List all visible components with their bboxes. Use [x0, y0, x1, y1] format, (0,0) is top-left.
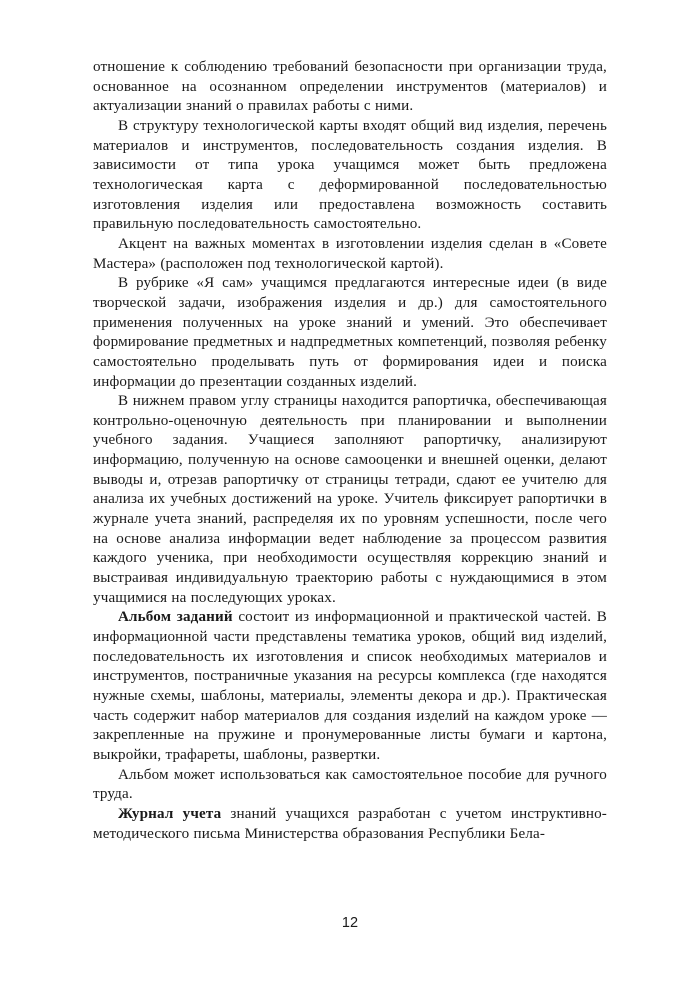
paragraph-8-body: знаний учащихся разработан с учетом инструктивно-методического письма Министерства образования Республики Бела-	[93, 805, 607, 842]
body-text-column	[93, 58, 607, 844]
paragraph-6	[93, 608, 607, 765]
term-zhurnal-ucheta: Журнал учета	[118, 805, 222, 822]
paragraph-2: В структуру технологической карты входят общий вид изделия, перечень материалов и инструментов, последовательность создания изделия. В зависимости от типа урока учащимся может быть предложена технологическая карта с деформированной последовательностью изготовления изделия или предоставлена возможность составить правильную последовательность самостоятельно.	[93, 117, 607, 233]
page-number: 12	[341, 915, 359, 931]
paragraph-4: В рубрике «Я сам» учащимся предлагаются интересные идеи (в виде творческой задачи, изображения изделия и др.) для самостоятельного применения полученных на уроке знаний и умений. Это обеспечивает формирование предметных и надпредметных компетенций, позволяя ребенку самостоятельно проделывать путь от формирования идеи и поиска информации до презентации созданных изделий.	[93, 275, 607, 390]
paragraph-7: Альбом может использоваться как самостоятельное пособие для ручного труда.	[93, 766, 607, 803]
paragraph-6-body: состоит из информационной и практической частей. В информационной части представлены тематика уроков, общий вид изделий, последовательность их изготовления и список необходимых материалов и инструментов, постраничные указания на ресурсы комплекса (где находятся нужные схемы, шаблоны, материалы, элементы декора и др.). Практическая часть содержит набор материалов для создания изделий на каждом уроке — закрепленные на пружине и пронумерованные листы бумаги и картона, выкройки, трафареты, шаблоны, развертки.	[93, 609, 608, 763]
paragraph-3: Акцент на важных моментах в изготовлении изделия сделан в «Совете Мастера» (расположен под технологической картой).	[93, 235, 607, 272]
term-albom-zadaniy: Альбом заданий	[118, 609, 233, 626]
paragraph-8	[93, 805, 607, 844]
paragraph-5: В нижнем правом углу страницы находится рапортичка, обеспечивающая контрольно-оценочную деятельность при планировании и выполнении учебного задания. Учащиеся заполняют рапортичку, анализируют информацию, полученную на основе самооценки и внешней оценки, делают выводы и, отрезав рапортичку от страницы тетради, сдают ее учителю для анализа их учебных достижений на уроке. Учитель фиксирует рапортички в журнале учета знаний, распределяя их по уровням успешности, после чего на основе анализа информации ведет наблюдение за процессом развития каждого ученика, при необходимости осуществляя коррекцию знаний и выстраивая индивидуальную траекторию работы с нуждающимися в этом учащимися на последующих уроках.	[93, 393, 607, 606]
paragraph-1: отношение к соблюдению требований безопасности при организации труда, основанное на осознанном определении инструментов (материалов) и актуализации знаний о правилах работы с ними.	[93, 59, 607, 115]
